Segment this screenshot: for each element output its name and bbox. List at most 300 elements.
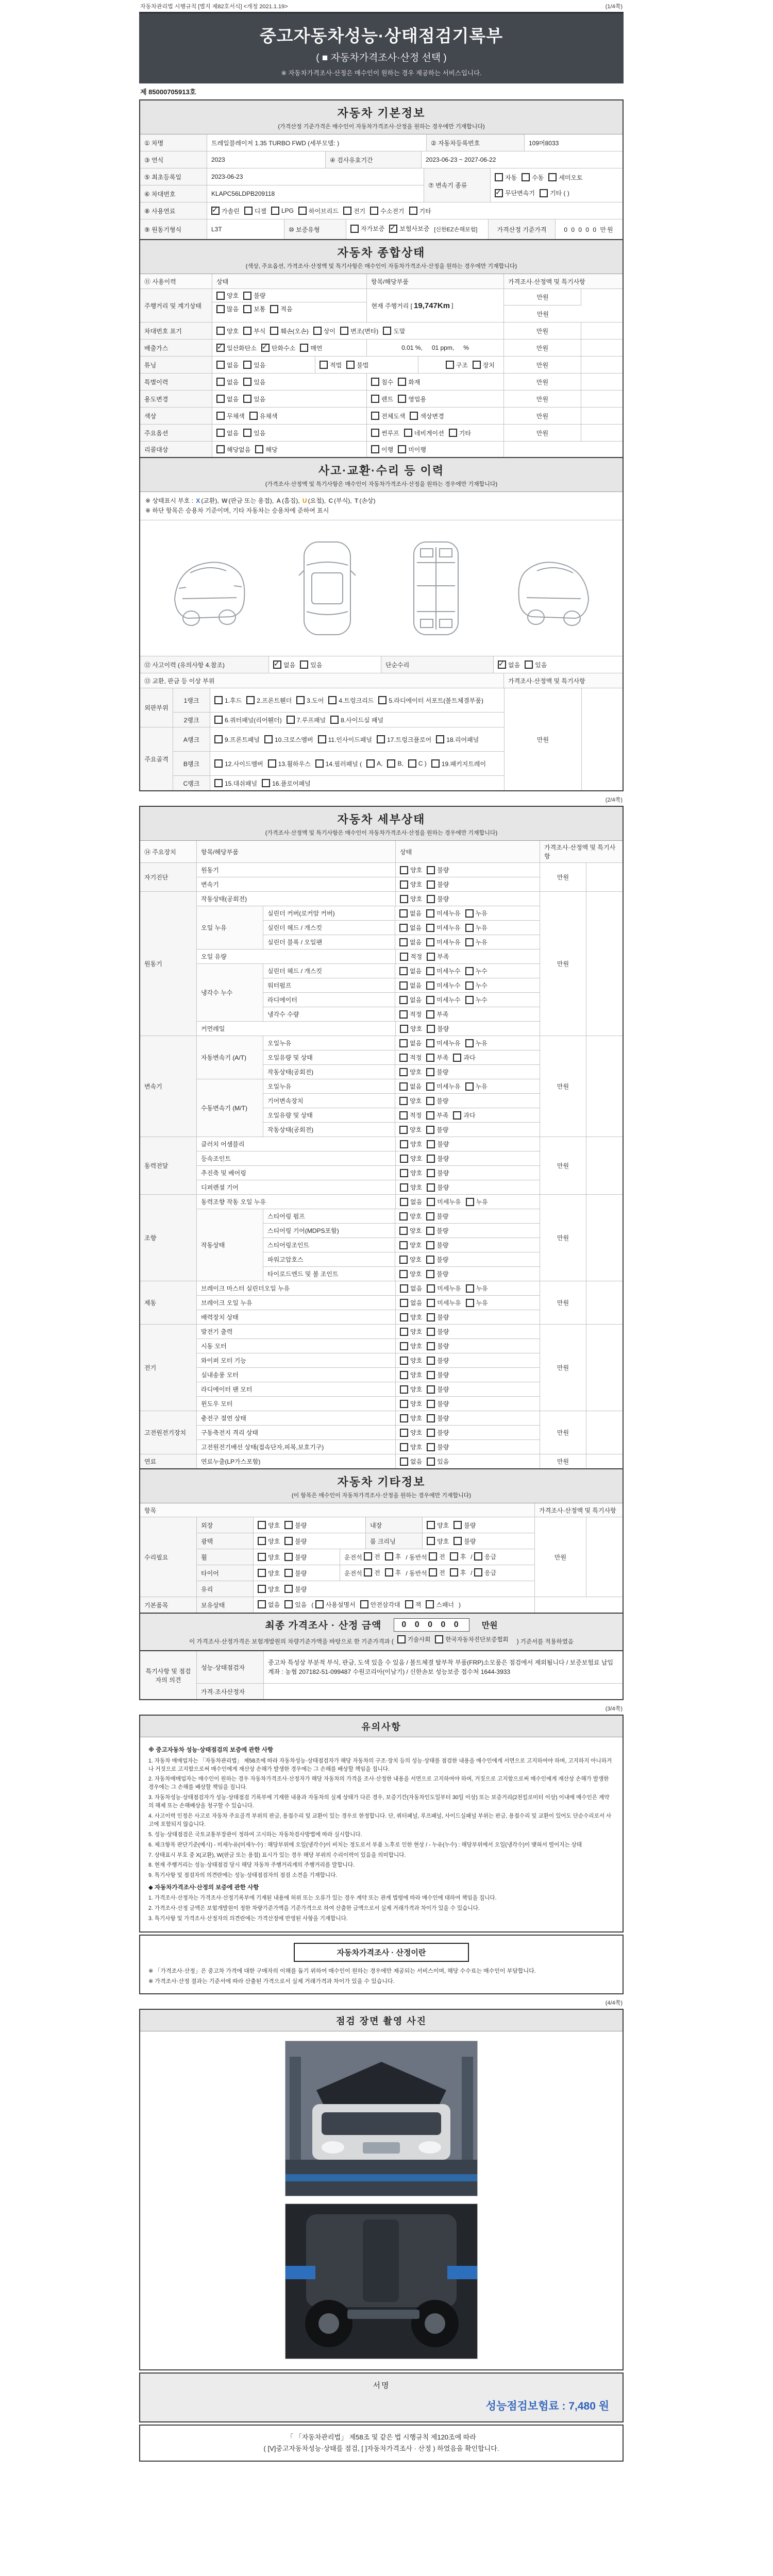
checkbox-option[interactable] bbox=[244, 207, 266, 215]
checkbox-option[interactable] bbox=[398, 445, 426, 454]
checkbox-option[interactable] bbox=[387, 759, 403, 768]
checkbox-option[interactable] bbox=[400, 1342, 422, 1350]
checkbox-option[interactable] bbox=[426, 1010, 448, 1019]
checkbox-option[interactable] bbox=[466, 1197, 488, 1206]
checkbox-option[interactable] bbox=[426, 909, 460, 918]
checkbox-option[interactable] bbox=[400, 1183, 422, 1192]
checkbox-unchecked-icon bbox=[243, 429, 251, 437]
checkbox-option[interactable] bbox=[399, 1125, 422, 1134]
checkbox-option[interactable] bbox=[446, 361, 468, 369]
checkbox-option[interactable] bbox=[436, 735, 479, 744]
checkbox-label: 가솔린 bbox=[222, 207, 240, 215]
checkbox-option[interactable] bbox=[214, 735, 260, 744]
checkbox-option[interactable] bbox=[465, 1039, 488, 1047]
checkbox-option[interactable] bbox=[429, 1552, 445, 1561]
checkbox-option[interactable] bbox=[426, 1096, 448, 1105]
checkbox-option[interactable] bbox=[328, 696, 374, 705]
checkbox-option[interactable] bbox=[431, 759, 486, 768]
year-value: 2023 bbox=[207, 151, 326, 168]
checkbox-option[interactable] bbox=[400, 880, 422, 889]
checkbox-option[interactable] bbox=[427, 1140, 449, 1148]
price-cell: 만원 bbox=[540, 1325, 586, 1411]
checkbox-option[interactable] bbox=[450, 1568, 466, 1577]
exterior-options bbox=[254, 1517, 366, 1533]
checkbox-option[interactable] bbox=[313, 327, 335, 335]
checkbox-unchecked-icon bbox=[426, 1227, 434, 1235]
checkbox-option[interactable] bbox=[453, 1111, 475, 1120]
checkbox-unchecked-icon bbox=[400, 1429, 408, 1437]
year-label: ③ 연식 bbox=[140, 151, 207, 168]
checkbox-label: 누수 bbox=[475, 968, 488, 975]
checkbox-label: 양호 bbox=[410, 1025, 423, 1033]
checkbox-option[interactable] bbox=[474, 1568, 496, 1577]
checkbox-option[interactable] bbox=[400, 1298, 422, 1307]
etc-info-table: 항목 가격조사·산정액 및 특기사항 수리필요 외장 양호 불량 내장 양호 불량 광택 양호 불량 룸 크리닝 양호 불량 휠 양호 불량 운전석 전 후 / 동반석 전 후 / 응급 타이어 양호 불량 운전석 전 후 / 동반석 전 후 / 응급 유리 양호 불량 만원 기본품목 보유상태 없음 있음 ( 사용설명서 안전삼각대 잭 스패너 ) bbox=[140, 1503, 623, 1613]
checkbox-option[interactable] bbox=[427, 1183, 449, 1192]
state-options bbox=[395, 978, 540, 992]
checkbox-option[interactable] bbox=[399, 1212, 422, 1221]
checkbox-option[interactable] bbox=[261, 344, 295, 352]
state-options bbox=[395, 1267, 540, 1281]
checkbox-option[interactable] bbox=[284, 1537, 307, 1546]
checkbox-unchecked-icon bbox=[262, 779, 270, 787]
state-options bbox=[395, 1238, 540, 1252]
checkbox-option[interactable] bbox=[400, 1284, 422, 1293]
checkbox-option[interactable] bbox=[371, 445, 393, 454]
checkbox-option[interactable] bbox=[465, 938, 488, 946]
checkbox-option[interactable] bbox=[246, 696, 292, 705]
checkbox-unchecked-icon bbox=[399, 924, 408, 932]
current-mileage bbox=[367, 289, 504, 322]
checkbox-label: 양호 bbox=[410, 895, 423, 903]
checkbox-option[interactable] bbox=[364, 1552, 380, 1561]
checkbox-unchecked-icon bbox=[385, 1568, 393, 1577]
checkbox-option[interactable] bbox=[427, 1457, 449, 1466]
checkbox-option[interactable] bbox=[426, 1600, 454, 1609]
checkbox-option[interactable] bbox=[397, 1635, 430, 1643]
checkbox-option[interactable] bbox=[426, 1082, 460, 1091]
checkbox-option[interactable] bbox=[315, 1600, 356, 1609]
inspector-opinion-label: 성능·상태점검자 bbox=[197, 1651, 264, 1683]
checkbox-label: 양호 bbox=[410, 1213, 422, 1221]
checkbox-option[interactable] bbox=[385, 1568, 401, 1577]
checkbox-option[interactable] bbox=[427, 1428, 449, 1437]
checkbox-option[interactable] bbox=[350, 224, 384, 233]
checkbox-option[interactable] bbox=[400, 1140, 422, 1148]
checkbox-label: 미세누유 bbox=[436, 1083, 461, 1091]
checkbox-option[interactable] bbox=[466, 1284, 488, 1293]
state-options bbox=[396, 1368, 540, 1382]
checkbox-label: 적정 bbox=[410, 1054, 422, 1062]
checkbox-option[interactable] bbox=[399, 1053, 422, 1062]
checkbox-option[interactable] bbox=[400, 1024, 422, 1033]
checkbox-option[interactable] bbox=[426, 1241, 448, 1249]
checkbox-option[interactable] bbox=[427, 1537, 449, 1546]
checkbox-option[interactable] bbox=[258, 1585, 280, 1594]
checkbox-option[interactable] bbox=[216, 304, 239, 313]
checkbox-unchecked-icon bbox=[371, 429, 379, 437]
state-options bbox=[396, 1281, 540, 1295]
checkbox-option[interactable] bbox=[216, 412, 245, 420]
checkbox-label: 누유 bbox=[476, 1198, 488, 1206]
checkbox-unchecked-icon bbox=[427, 895, 435, 903]
checkbox-option[interactable] bbox=[405, 1600, 422, 1609]
checkbox-option[interactable] bbox=[400, 1399, 422, 1408]
checkbox-option[interactable] bbox=[400, 1154, 422, 1163]
checkbox-label: 불량 bbox=[295, 1521, 307, 1529]
checkbox-label: 침수 bbox=[381, 378, 394, 386]
checkbox-option[interactable] bbox=[383, 327, 405, 335]
checkbox-option[interactable] bbox=[214, 696, 242, 705]
checkbox-unchecked-icon bbox=[400, 1025, 408, 1033]
checkbox-option[interactable] bbox=[284, 1600, 307, 1609]
checkbox-option[interactable] bbox=[427, 1385, 449, 1394]
accident-history-options bbox=[269, 656, 381, 673]
checkbox-option[interactable] bbox=[377, 735, 431, 744]
checkbox-option[interactable] bbox=[264, 735, 313, 744]
checkbox-option[interactable] bbox=[410, 412, 444, 420]
checkbox-option[interactable] bbox=[273, 660, 295, 669]
mileage-value: 19,747Km bbox=[414, 301, 450, 310]
reg-no-value: 109머8033 bbox=[529, 139, 559, 147]
checkbox-option[interactable] bbox=[400, 1385, 422, 1394]
checkbox-option[interactable] bbox=[427, 880, 449, 889]
checkbox-option[interactable] bbox=[465, 1082, 488, 1091]
tuning-exist-options bbox=[212, 357, 315, 373]
checkbox-option[interactable] bbox=[284, 1569, 307, 1578]
checkbox-option[interactable] bbox=[216, 445, 250, 454]
inspection-photo-undercarriage bbox=[285, 2204, 478, 2359]
checkbox-option[interactable] bbox=[426, 1226, 448, 1235]
checkbox-unchecked-icon bbox=[426, 924, 434, 932]
state-options bbox=[396, 1180, 540, 1194]
checkbox-option[interactable] bbox=[243, 395, 265, 403]
checkbox-option[interactable] bbox=[400, 1370, 422, 1379]
checkbox-option[interactable] bbox=[473, 361, 495, 369]
checkbox-option[interactable] bbox=[399, 995, 422, 1004]
checkbox-option[interactable] bbox=[243, 327, 265, 335]
checkbox-option[interactable] bbox=[400, 1414, 422, 1422]
checkbox-option[interactable] bbox=[262, 779, 311, 788]
checkbox-option[interactable] bbox=[389, 224, 429, 233]
checkbox-option[interactable] bbox=[426, 1125, 448, 1134]
state-options bbox=[395, 1065, 540, 1079]
checkbox-option[interactable] bbox=[465, 995, 488, 1004]
accident-history-label: ⑫ 사고이력 (유의사항 4.참조) bbox=[140, 656, 269, 673]
checkbox-option[interactable] bbox=[300, 660, 322, 669]
checkbox-label: 양호 bbox=[410, 1371, 423, 1379]
checkbox-option[interactable] bbox=[343, 207, 365, 215]
checkbox-unchecked-icon bbox=[426, 1256, 434, 1264]
checkbox-label: 도말 bbox=[393, 327, 406, 335]
checkbox-option[interactable] bbox=[258, 1537, 280, 1546]
checkbox-option[interactable] bbox=[268, 759, 311, 768]
notice-item: 4. 사고이력 인정은 사고로 자동차 주요골격 부위의 판금, 용접수리 및 교환이 있는 경우로 한정합니다. 단, 쿼터패널, 루프패널, 사이드실패널 부위는 판금, 용접수리 및 교환이 있어도 단순수리로서 사고에 포함되지 않습니다. bbox=[148, 1812, 612, 1827]
checkbox-option[interactable] bbox=[399, 1226, 422, 1235]
checkbox-label: 부족 bbox=[436, 1054, 449, 1062]
checkbox-option[interactable] bbox=[340, 327, 378, 335]
checkbox-option[interactable] bbox=[258, 1521, 280, 1530]
checkbox-unchecked-icon bbox=[360, 1600, 368, 1608]
checkbox-unchecked-icon bbox=[426, 1068, 434, 1076]
price-cell: 만원 bbox=[540, 1195, 586, 1281]
checkbox-option[interactable] bbox=[426, 938, 460, 946]
checkbox-option[interactable] bbox=[429, 1568, 445, 1577]
checkbox-option[interactable] bbox=[214, 759, 263, 768]
checkbox-option[interactable] bbox=[258, 1553, 280, 1562]
checkbox-unchecked-icon bbox=[243, 361, 251, 369]
checkbox-option[interactable] bbox=[426, 923, 460, 932]
checkbox-option[interactable] bbox=[399, 1255, 422, 1264]
checkbox-unchecked-icon bbox=[330, 716, 339, 724]
car-diagram-front-left bbox=[159, 537, 257, 640]
checkbox-option[interactable] bbox=[320, 361, 342, 369]
checkbox-option[interactable] bbox=[435, 1635, 508, 1643]
checkbox-option[interactable] bbox=[495, 173, 517, 182]
checkbox-unchecked-icon bbox=[377, 735, 385, 743]
checkbox-option[interactable] bbox=[296, 696, 324, 705]
checkbox-option[interactable] bbox=[214, 716, 282, 724]
checkbox-option[interactable] bbox=[453, 1521, 476, 1530]
checkbox-option[interactable] bbox=[426, 1212, 448, 1221]
checkbox-unchecked-icon bbox=[270, 305, 278, 313]
checkbox-option[interactable] bbox=[400, 952, 422, 961]
checkbox-unchecked-icon bbox=[399, 1097, 408, 1105]
explain-line: ※ 「가격조사·산정」은 중고차 가격에 대한 구매자의 이해를 돕기 위하여 매수인이 원하는 경우에만 제공되는 서비스이며, 해당 수수료는 매수인이 부담합니다. bbox=[148, 1968, 536, 1975]
checkbox-option[interactable] bbox=[427, 1521, 449, 1530]
checkbox-option[interactable] bbox=[216, 291, 239, 300]
checkbox-option[interactable] bbox=[465, 923, 488, 932]
checkbox-option[interactable] bbox=[399, 1241, 422, 1249]
final-price-bar bbox=[140, 1613, 623, 1650]
checkbox-option[interactable] bbox=[399, 923, 422, 932]
checkbox-option[interactable] bbox=[216, 395, 239, 403]
checkbox-option[interactable] bbox=[330, 716, 383, 724]
checkbox-option[interactable] bbox=[404, 429, 444, 437]
checkbox-option[interactable] bbox=[216, 327, 239, 335]
checkbox-option[interactable] bbox=[399, 909, 422, 918]
checkbox-option[interactable] bbox=[427, 1154, 449, 1163]
checkbox-option[interactable] bbox=[211, 207, 240, 215]
notice-item: 3. 특기사항 및 가격조사·산정자의 의견란에는 가격산정에 반영된 사항을 기재합니다. bbox=[148, 1916, 348, 1922]
checkbox-label: 불량 bbox=[436, 1097, 449, 1105]
checkbox-option[interactable] bbox=[426, 1255, 448, 1264]
checkbox-option[interactable] bbox=[399, 967, 422, 975]
checkbox-label: 양호 bbox=[410, 1155, 423, 1163]
checkbox-option[interactable] bbox=[360, 1600, 400, 1609]
checkbox-unchecked-icon bbox=[473, 361, 481, 369]
checkbox-option[interactable] bbox=[427, 1298, 461, 1307]
checkbox-option[interactable] bbox=[400, 1313, 422, 1321]
checkbox-unchecked-icon bbox=[453, 1521, 462, 1529]
checkbox-option[interactable] bbox=[427, 1414, 449, 1422]
checkbox-option[interactable] bbox=[284, 1553, 307, 1562]
checkbox-option[interactable] bbox=[399, 1096, 422, 1105]
checkbox-option[interactable] bbox=[370, 207, 404, 215]
checkbox-option[interactable] bbox=[426, 1111, 448, 1120]
checkbox-option[interactable] bbox=[427, 1024, 449, 1033]
checkbox-option[interactable] bbox=[548, 173, 582, 182]
checkbox-label: 불량 bbox=[464, 1521, 476, 1529]
checkbox-label: 네비게이션 bbox=[414, 429, 444, 437]
checkbox-option[interactable] bbox=[427, 952, 449, 961]
checkbox-option[interactable] bbox=[399, 1067, 422, 1076]
checkbox-option[interactable] bbox=[270, 327, 308, 335]
checkbox-option[interactable] bbox=[522, 173, 544, 182]
checkbox-option[interactable] bbox=[399, 938, 422, 946]
checkbox-option[interactable] bbox=[399, 1082, 422, 1091]
checkbox-option[interactable] bbox=[249, 412, 278, 420]
checkbox-option[interactable] bbox=[270, 304, 292, 313]
state-options bbox=[395, 964, 540, 978]
checkbox-option[interactable] bbox=[540, 189, 569, 197]
checkbox-option[interactable] bbox=[258, 1600, 280, 1609]
checkbox-option[interactable] bbox=[426, 995, 460, 1004]
checkbox-option[interactable] bbox=[258, 1569, 280, 1578]
checkbox-option[interactable] bbox=[214, 779, 257, 788]
checkbox-option[interactable] bbox=[427, 1197, 461, 1206]
checkbox-option[interactable] bbox=[399, 981, 422, 990]
checkbox-label: 양호 bbox=[410, 1429, 423, 1437]
checkbox-option[interactable] bbox=[216, 361, 239, 369]
checkbox-option[interactable] bbox=[398, 395, 426, 403]
checkbox-option[interactable] bbox=[427, 1327, 449, 1336]
checkbox-option[interactable] bbox=[427, 1356, 449, 1365]
checkbox-option[interactable] bbox=[466, 1298, 488, 1307]
checkbox-option[interactable] bbox=[409, 207, 431, 215]
checkbox-option[interactable] bbox=[371, 378, 393, 386]
checkbox-unchecked-icon bbox=[427, 1328, 435, 1336]
checkbox-option[interactable] bbox=[426, 1053, 448, 1062]
checkbox-option[interactable] bbox=[400, 1457, 422, 1466]
checkbox-option[interactable] bbox=[453, 1537, 476, 1546]
checkbox-option[interactable] bbox=[243, 304, 265, 313]
checkbox-unchecked-icon bbox=[400, 880, 408, 889]
checkbox-unchecked-icon bbox=[399, 1010, 408, 1019]
checkbox-option[interactable] bbox=[449, 429, 471, 437]
checkbox-option[interactable] bbox=[426, 967, 460, 975]
checkbox-option[interactable] bbox=[255, 445, 277, 454]
checkbox-option[interactable] bbox=[300, 344, 322, 352]
checkbox-option[interactable] bbox=[400, 1168, 422, 1177]
checkbox-option[interactable] bbox=[400, 1443, 422, 1451]
checkbox-label: 전 bbox=[374, 1569, 380, 1577]
checkbox-option[interactable] bbox=[287, 716, 326, 724]
checkbox-option[interactable] bbox=[426, 1269, 448, 1278]
checkbox-option[interactable] bbox=[243, 291, 265, 300]
checkbox-option[interactable] bbox=[400, 866, 422, 874]
checkbox-option[interactable] bbox=[427, 1342, 449, 1350]
checkbox-option[interactable] bbox=[474, 1552, 496, 1561]
checkbox-option[interactable] bbox=[427, 1284, 461, 1293]
checkbox-option[interactable] bbox=[426, 1067, 448, 1076]
checkbox-unchecked-icon bbox=[427, 1155, 435, 1163]
checkbox-option[interactable] bbox=[453, 1053, 475, 1062]
rankB-options bbox=[210, 752, 504, 775]
checkbox-option[interactable] bbox=[366, 759, 382, 768]
mileage-prefix: 현재 주행거리 [ bbox=[371, 302, 412, 310]
checkbox-option[interactable] bbox=[216, 344, 257, 352]
checkbox-option[interactable] bbox=[465, 981, 488, 990]
checkbox-option[interactable] bbox=[243, 429, 265, 437]
checkbox-option[interactable] bbox=[318, 735, 372, 744]
checkbox-option[interactable] bbox=[426, 1039, 460, 1047]
checkbox-option[interactable] bbox=[284, 1585, 307, 1594]
checkbox-option[interactable] bbox=[427, 1370, 449, 1379]
checkbox-option[interactable] bbox=[271, 207, 294, 215]
checkbox-label: 많음 bbox=[227, 306, 239, 313]
checkbox-label: 양호 bbox=[410, 881, 423, 889]
checkbox-option[interactable] bbox=[427, 1443, 449, 1451]
checkbox-option[interactable] bbox=[525, 660, 547, 669]
checkbox-option[interactable] bbox=[399, 1039, 422, 1047]
checkbox-option[interactable] bbox=[400, 1327, 422, 1336]
checkbox-option[interactable] bbox=[495, 189, 535, 197]
checkbox-label: 양호 bbox=[227, 327, 239, 335]
checkbox-option[interactable] bbox=[216, 429, 239, 437]
state-options bbox=[396, 1151, 540, 1165]
checkbox-option[interactable] bbox=[408, 759, 427, 768]
checkbox-option[interactable] bbox=[243, 361, 265, 369]
checkbox-unchecked-icon bbox=[399, 1082, 408, 1091]
checkbox-option[interactable] bbox=[400, 894, 422, 903]
state-options bbox=[395, 993, 540, 1007]
checkbox-option[interactable] bbox=[400, 1197, 422, 1206]
checkbox-option[interactable] bbox=[385, 1552, 401, 1561]
checkbox-option[interactable] bbox=[399, 1269, 422, 1278]
checkbox-option[interactable] bbox=[399, 1111, 422, 1120]
checkbox-option[interactable] bbox=[465, 967, 488, 975]
checkbox-option[interactable] bbox=[427, 866, 449, 874]
checkbox-label: 불량 bbox=[437, 1314, 449, 1321]
overall-state-subtitle: (색상, 주요옵션, 가격조사·산정액 및 특기사항은 매수인이 자동차가격조사·산정을 원하는 경우에만 기재합니다) bbox=[245, 263, 517, 269]
checkbox-option[interactable] bbox=[284, 1521, 307, 1530]
checkbox-option[interactable] bbox=[371, 429, 399, 437]
checkbox-option[interactable] bbox=[400, 1356, 422, 1365]
checkbox-option[interactable] bbox=[427, 1313, 449, 1321]
checkbox-option[interactable] bbox=[427, 1168, 449, 1177]
price-cell: 만원 bbox=[504, 374, 581, 390]
checkbox-option[interactable] bbox=[427, 894, 449, 903]
checkbox-option[interactable] bbox=[216, 378, 239, 386]
checkbox-option[interactable] bbox=[298, 207, 339, 215]
checkbox-option[interactable] bbox=[399, 1010, 422, 1019]
checkbox-option[interactable] bbox=[427, 1399, 449, 1408]
checkbox-option[interactable] bbox=[371, 412, 405, 420]
checkbox-label: 불량 bbox=[436, 1227, 449, 1235]
checkbox-label: 15.대쉬패널 bbox=[225, 779, 258, 787]
checkbox-unchecked-icon bbox=[427, 1342, 435, 1350]
checkbox-option[interactable] bbox=[450, 1552, 466, 1561]
checkbox-label: 적법 bbox=[330, 361, 342, 369]
checkbox-option[interactable] bbox=[426, 981, 460, 990]
checkbox-unchecked-icon bbox=[300, 660, 308, 669]
checkbox-option[interactable] bbox=[398, 378, 420, 386]
checkbox-option[interactable] bbox=[498, 660, 520, 669]
checkbox-option[interactable] bbox=[315, 759, 362, 768]
checkbox-option[interactable] bbox=[243, 378, 265, 386]
checkbox-option[interactable] bbox=[364, 1568, 380, 1577]
checkbox-option[interactable] bbox=[465, 909, 488, 918]
checkbox-label: 있음 bbox=[295, 1601, 307, 1608]
checkbox-option[interactable] bbox=[378, 696, 483, 705]
checkbox-label: 양호 bbox=[410, 1444, 423, 1451]
state-options bbox=[396, 950, 540, 963]
checkbox-option[interactable] bbox=[400, 1428, 422, 1437]
checkbox-option[interactable] bbox=[371, 395, 393, 403]
checkbox-label: 자가보증 bbox=[361, 225, 385, 233]
checkbox-option[interactable] bbox=[346, 361, 368, 369]
